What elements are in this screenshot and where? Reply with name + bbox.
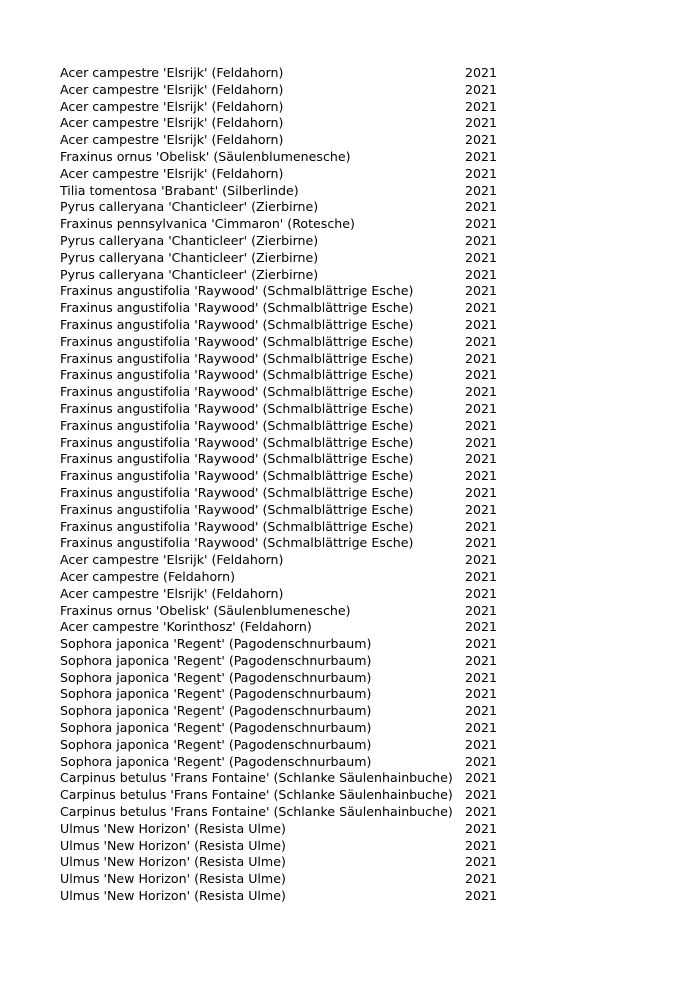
planting-year: 2021 [464,232,497,248]
table-row [60,132,500,149]
table-row [60,804,500,821]
tree-species-name: Fraxinus angustifolia 'Raywood' (Schmalblättrige Esche) [60,400,414,416]
tree-species-name: Acer campestre 'Elsrijk' (Feldahorn) [60,165,284,181]
table-row [60,821,500,838]
table-row [60,485,500,502]
planting-year: 2021 [464,333,497,349]
tree-species-name: Sophora japonica 'Regent' (Pagodenschnurbaum) [60,686,372,702]
table-row [60,250,500,267]
tree-species-name: Acer campestre 'Elsrijk' (Feldahorn) [60,132,284,148]
planting-year: 2021 [464,249,497,265]
tree-species-name: Carpinus betulus 'Frans Fontaine' (Schlanke Säulenhainbuche) [60,770,453,786]
tree-species-name: Ulmus 'New Horizon' (Resista Ulme) [60,871,286,887]
table-row [60,216,500,233]
tree-species-name: Acer campestre 'Elsrijk' (Feldahorn) [60,81,284,97]
planting-year: 2021 [464,300,497,316]
tree-species-name: Acer campestre (Feldahorn) [60,568,236,584]
tree-species-name: Ulmus 'New Horizon' (Resista Ulme) [60,820,286,836]
planting-year: 2021 [464,384,497,400]
tree-species-name: Fraxinus angustifolia 'Raywood' (Schmalblättrige Esche) [60,367,414,383]
planting-year: 2021 [464,619,497,635]
planting-year: 2021 [464,484,497,500]
table-row [60,283,500,300]
table-row [60,99,500,116]
table-row [60,317,500,334]
tree-species-name: Pyrus calleryana 'Chanticleer' (Zierbirne) [60,266,319,282]
planting-year: 2021 [464,703,497,719]
planting-year: 2021 [464,753,497,769]
planting-year: 2021 [464,669,497,685]
table-row [60,686,500,703]
planting-year: 2021 [464,686,497,702]
table-row [60,351,500,368]
table-row [60,82,500,99]
table-row [60,435,500,452]
table-row [60,653,500,670]
table-row [60,267,500,284]
tree-species-name: Fraxinus ornus 'Obelisk' (Säulenblumenesche) [60,148,351,164]
table-row [60,770,500,787]
table-row [60,183,500,200]
tree-species-name: Fraxinus angustifolia 'Raywood' (Schmalblättrige Esche) [60,484,414,500]
table-row [60,703,500,720]
tree-species-name: Acer campestre 'Elsrijk' (Feldahorn) [60,98,284,114]
tree-species-name: Carpinus betulus 'Frans Fontaine' (Schlanke Säulenhainbuche) [60,804,453,820]
tree-species-name: Sophora japonica 'Regent' (Pagodenschnurbaum) [60,720,372,736]
planting-year: 2021 [464,65,497,80]
tree-species-name: Fraxinus angustifolia 'Raywood' (Schmalblättrige Esche) [60,350,414,366]
table-row [60,535,500,552]
table-row [60,468,500,485]
planting-year: 2021 [464,451,497,467]
tree-species-name: Sophora japonica 'Regent' (Pagodenschnurbaum) [60,636,372,652]
tree-species-name: Fraxinus angustifolia 'Raywood' (Schmalblättrige Esche) [60,283,414,299]
planting-year: 2021 [464,350,497,366]
tree-species-name: Sophora japonica 'Regent' (Pagodenschnurbaum) [60,736,372,752]
table-row [60,502,500,519]
table-row [60,199,500,216]
planting-year: 2021 [464,165,497,181]
table-row [60,552,500,569]
tree-species-name: Acer campestre 'Korinthosz' (Feldahorn) [60,619,312,635]
planting-year: 2021 [464,770,497,786]
table-row [60,787,500,804]
planting-year: 2021 [464,602,497,618]
tree-species-name: Fraxinus angustifolia 'Raywood' (Schmalblättrige Esche) [60,535,414,551]
planting-year: 2021 [464,535,497,551]
planting-year: 2021 [464,736,497,752]
tree-species-name: Fraxinus angustifolia 'Raywood' (Schmalblättrige Esche) [60,300,414,316]
tree-species-name: Acer campestre 'Elsrijk' (Feldahorn) [60,65,284,80]
tree-species-name: Tilia tomentosa 'Brabant' (Silberlinde) [60,182,299,198]
table-row [60,720,500,737]
tree-species-name: Ulmus 'New Horizon' (Resista Ulme) [60,837,286,853]
tree-species-name: Acer campestre 'Elsrijk' (Feldahorn) [60,552,284,568]
planting-year: 2021 [464,316,497,332]
tree-species-name: Pyrus calleryana 'Chanticleer' (Zierbirne) [60,199,319,215]
table-row [60,569,500,586]
tree-species-name: Acer campestre 'Elsrijk' (Feldahorn) [60,115,284,131]
tree-species-name: Fraxinus angustifolia 'Raywood' (Schmalblättrige Esche) [60,333,414,349]
tree-species-name: Fraxinus angustifolia 'Raywood' (Schmalblättrige Esche) [60,501,414,517]
table-row [60,418,500,435]
planting-year: 2021 [464,417,497,433]
planting-year: 2021 [464,199,497,215]
table-row [60,367,500,384]
tree-species-name: Sophora japonica 'Regent' (Pagodenschnurbaum) [60,669,372,685]
table-row [60,451,500,468]
planting-year: 2021 [464,854,497,870]
tree-species-name: Carpinus betulus 'Frans Fontaine' (Schlanke Säulenhainbuche) [60,787,453,803]
tree-species-name: Pyrus calleryana 'Chanticleer' (Zierbirne) [60,232,319,248]
planting-year: 2021 [464,400,497,416]
planting-year: 2021 [464,837,497,853]
tree-species-name: Sophora japonica 'Regent' (Pagodenschnurbaum) [60,652,372,668]
planting-year: 2021 [464,132,497,148]
table-row [60,586,500,603]
planting-year: 2021 [464,216,497,232]
planting-year: 2021 [464,871,497,887]
planting-year: 2021 [464,115,497,131]
table-row [60,754,500,771]
planting-year: 2021 [464,820,497,836]
planting-year: 2021 [464,182,497,198]
planting-year: 2021 [464,804,497,820]
tree-species-name: Ulmus 'New Horizon' (Resista Ulme) [60,854,286,870]
planting-year: 2021 [464,518,497,534]
table-row [60,636,500,653]
table-row [60,401,500,418]
tree-species-name: Fraxinus angustifolia 'Raywood' (Schmalblättrige Esche) [60,468,414,484]
planting-year: 2021 [464,266,497,282]
table-row [60,838,500,855]
planting-year: 2021 [464,888,497,904]
tree-species-name: Pyrus calleryana 'Chanticleer' (Zierbirne) [60,249,319,265]
tree-species-name: Ulmus 'New Horizon' (Resista Ulme) [60,888,286,904]
table-row [60,603,500,620]
tree-species-name: Acer campestre 'Elsrijk' (Feldahorn) [60,585,284,601]
table-row [60,233,500,250]
tree-species-name: Fraxinus ornus 'Obelisk' (Säulenblumenesche) [60,602,351,618]
table-row [60,149,500,166]
table-row [60,334,500,351]
planting-year: 2021 [464,81,497,97]
table-row [60,670,500,687]
tree-species-name: Fraxinus angustifolia 'Raywood' (Schmalblättrige Esche) [60,316,414,332]
planting-year: 2021 [464,283,497,299]
planting-year: 2021 [464,434,497,450]
tree-species-name: Sophora japonica 'Regent' (Pagodenschnurbaum) [60,753,372,769]
table-row [60,115,500,132]
tree-species-name: Fraxinus angustifolia 'Raywood' (Schmalblättrige Esche) [60,384,414,400]
table-row [60,854,500,871]
table-row [60,65,500,82]
table-row [60,384,500,401]
planting-year: 2021 [464,148,497,164]
tree-species-name: Sophora japonica 'Regent' (Pagodenschnurbaum) [60,703,372,719]
tree-species-name: Fraxinus angustifolia 'Raywood' (Schmalblättrige Esche) [60,451,414,467]
planting-year: 2021 [464,787,497,803]
table-row [60,737,500,754]
planting-year: 2021 [464,501,497,517]
table-row [60,166,500,183]
tree-species-name: Fraxinus angustifolia 'Raywood' (Schmalblättrige Esche) [60,417,414,433]
tree-species-name: Fraxinus pennsylvanica 'Cimmaron' (Rotesche) [60,216,355,232]
table-row [60,871,500,888]
planting-year: 2021 [464,568,497,584]
planting-year: 2021 [464,652,497,668]
planting-year: 2021 [464,720,497,736]
tree-planting-list [60,65,500,905]
tree-species-name: Fraxinus angustifolia 'Raywood' (Schmalblättrige Esche) [60,434,414,450]
planting-year: 2021 [464,636,497,652]
planting-year: 2021 [464,367,497,383]
planting-year: 2021 [464,552,497,568]
planting-year: 2021 [464,98,497,114]
table-row [60,300,500,317]
planting-year: 2021 [464,468,497,484]
table-row [60,888,500,905]
table-row [60,519,500,536]
planting-year: 2021 [464,585,497,601]
table-row [60,619,500,636]
tree-species-name: Fraxinus angustifolia 'Raywood' (Schmalblättrige Esche) [60,518,414,534]
